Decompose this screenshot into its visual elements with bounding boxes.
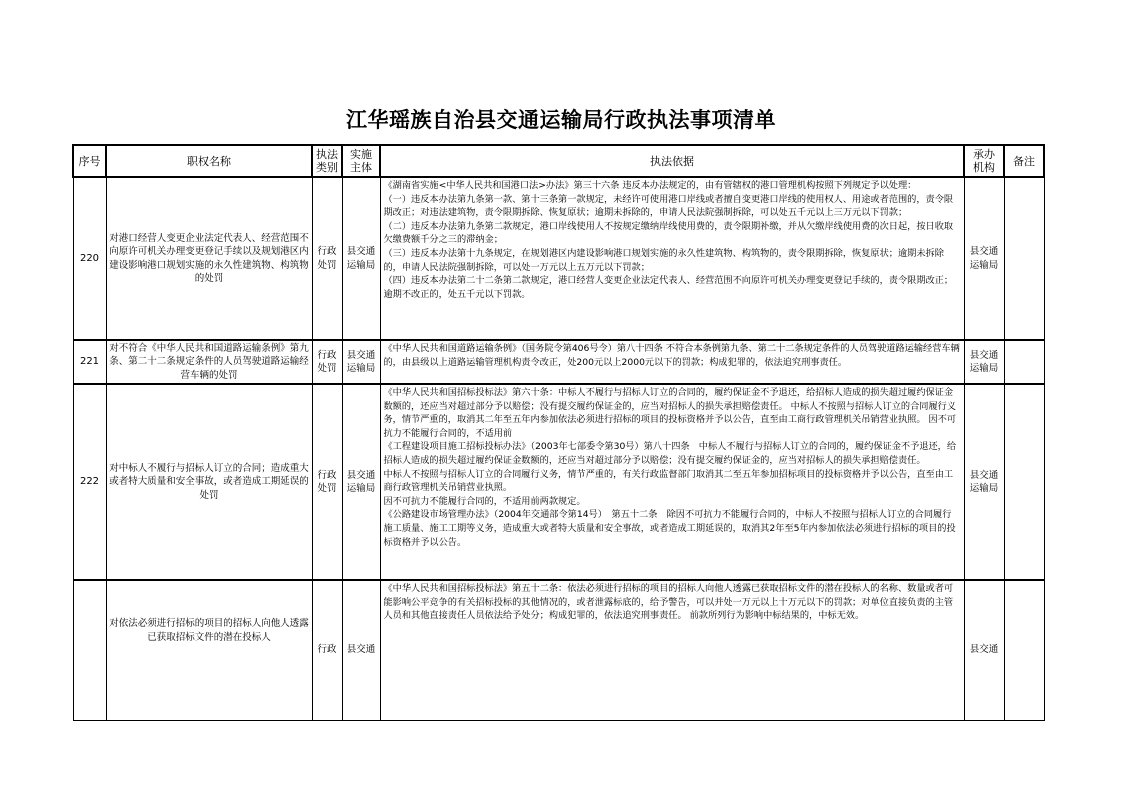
table-row [73,340,1044,384]
table-row [73,580,1044,720]
row-subject: 县交通 运输局 [342,384,380,580]
row-category: 行政 处罚 [312,177,342,340]
row-agency: 县交通 运输局 [964,340,1004,384]
row-seq: 222 [73,384,106,580]
header-agency: 承办 机构 [964,145,1004,177]
row-seq: 220 [73,177,106,340]
header-row [73,145,1044,177]
row-category: 行政 处罚 [312,384,342,580]
row-agency: 县交通 [964,580,1004,720]
row-category: 行政 [312,580,342,720]
header-seq: 序号 [73,145,106,177]
table-row [73,384,1044,580]
header-subject: 实施 主体 [342,145,380,177]
row-agency: 县交通 运输局 [964,384,1004,580]
row-name: 对中标人不履行与招标人订立的合同；造成重大或者特大质量和安全事故，或者造成工期延误的处罚 [106,384,312,580]
table-viewport [72,144,1047,655]
page-title: 江华瑶族自治县交通运输局行政执法事项清单 [346,107,776,132]
row-subject: 县交通 运输局 [342,177,380,340]
header-remark: 备注 [1004,145,1044,177]
row-remark [1004,580,1044,720]
row-subject: 县交通 运输局 [342,340,380,384]
row-seq [73,580,106,720]
row-basis: 《中华人民共和国道路运输条例》（国务院令第406号令）第八十四条 不符合本条例第九条、第二十二条规定条件的人员驾驶道路运输经营车辆的，由县级以上道路运输管理机构责令改正，处200元以上2000元以下的罚款；构成犯罪的，依法追究刑事责任。 [380,340,964,384]
row-agency: 县交通 运输局 [964,177,1004,340]
row-remark [1004,340,1044,384]
enforcement-table [72,144,1045,721]
row-name: 对依法必须进行招标的项目的招标人向他人透露已获取招标文件的潜在投标人 [106,580,312,720]
row-name: 对港口经营人变更企业法定代表人、经营范围不向原许可机关办理变更登记手续以及规划港区内建设影响港口规划实施的永久性建筑物、构筑物的处罚 [106,177,312,340]
row-subject: 县交通 [342,580,380,720]
row-name: 对不符合《中华人民共和国道路运输条例》第九条、第二十二条规定条件的人员驾驶道路运输经营车辆的处罚 [106,340,312,384]
header-name: 职权名称 [106,145,312,177]
row-remark [1004,384,1044,580]
header-category: 执法 类别 [312,145,342,177]
row-basis: 《中华人民共和国招标投标法》第五十二条：依法必须进行招标的项目的招标人向他人透露已获取招标文件的潜在投标人的名称、数量或者可能影响公平竞争的有关招标投标的其他情况的，或者泄露标底的，给予警告，可以并处一万元以上十万元以下的罚款；对单位直接负责的主管人员和其他直接责任人员依法给予处分；构成犯罪的，依法追究刑事责任。 前款所列行为影响中标结果的，中标无效。 [380,580,964,720]
row-category: 行政 处罚 [312,340,342,384]
row-remark [1004,177,1044,340]
row-seq: 221 [73,340,106,384]
header-basis: 执法依据 [380,145,964,177]
row-basis: 《湖南省实施<中华人民共和国港口法>办法》第三十六条 违反本办法规定的，由有管辖权的港口管理机构按照下列规定予以处理： （一）违反本办法第九条第一款、第十三条第一款规定，未经许可使用港口岸线或者擅自变更港口岸线的使用权人、用途或者范围的，责令限期改正；对违法建筑物，责令限期拆除、恢复原状；逾期未拆除的，申请人民法院强制拆除，可以处五千元以上三万元以下罚款； （二）违反本办法第九条第二款规定，港口岸线使用人不按规定缴纳岸线使用费的，责令限期补缴，并从欠缴岸线使用费的次日起，按日收取欠缴费额千分之三的滞纳金； （三）违反本办法第十九条规定，在规划港区内建设影响港口规划实施的永久性建筑物、构筑物的，责令限期拆除，恢复原状；逾期未拆除的，申请人民法院强制拆除，可以处一万元以上五万元以下罚款； （四）违反本办法第二十二条第二款规定，港口经营人变更企业法定代表人、经营范围不向原许可机关办理变更登记手续的，责令限期改正；逾期不改正的，处五千元以下罚款。 [380,177,964,340]
row-basis: 《中华人民共和国招标投标法》第六十条：中标人不履行与招标人订立的合同的，履约保证金不予退还，给招标人造成的损失超过履约保证金数额的，还应当对超过部分予以赔偿；没有提交履约保证金的，应当对招标人的损失承担赔偿责任。 中标人不按照与招标人订立的合同履行义务，情节严重的，取消其二年至五年内参加依法必须进行招标的项目的投标资格并予以公告，直至由工商行政管理机关吊销营业执照。 因不可抗力不能履行合同的，不适用前 《工程建设项目施工招标投标办法》（2003年七部委令第30号）第八十四条 中标人不履行与招标人订立的合同的，履约保证金不予退还，给招标人造成的损失超过履约保证金数额的，还应当对超过部分予以赔偿；没有提交履约保证金的，应当对招标人的损失承担赔偿责任。 中标人不按照与招标人订立的合同履行义务，情节严重的，有关行政监督部门取消其二至五年参加招标项目的投标资格并予以公告，直至由工商行政管理机关吊销营业执照。 因不可抗力不能履行合同的，不适用前两款规定。 《公路建设市场管理办法》（2004年交通部令第14号） 第五十二条 除因不可抗力不能履行合同的，中标人不按照与招标人订立的合同履行施工质量、施工工期等义务，造成重大或者特大质量和安全事故，或者造成工期延误的，取消其2年至5年内参加依法必须进行招标的项目的投标资格并予以公告。 [380,384,964,580]
table-row [73,177,1044,340]
